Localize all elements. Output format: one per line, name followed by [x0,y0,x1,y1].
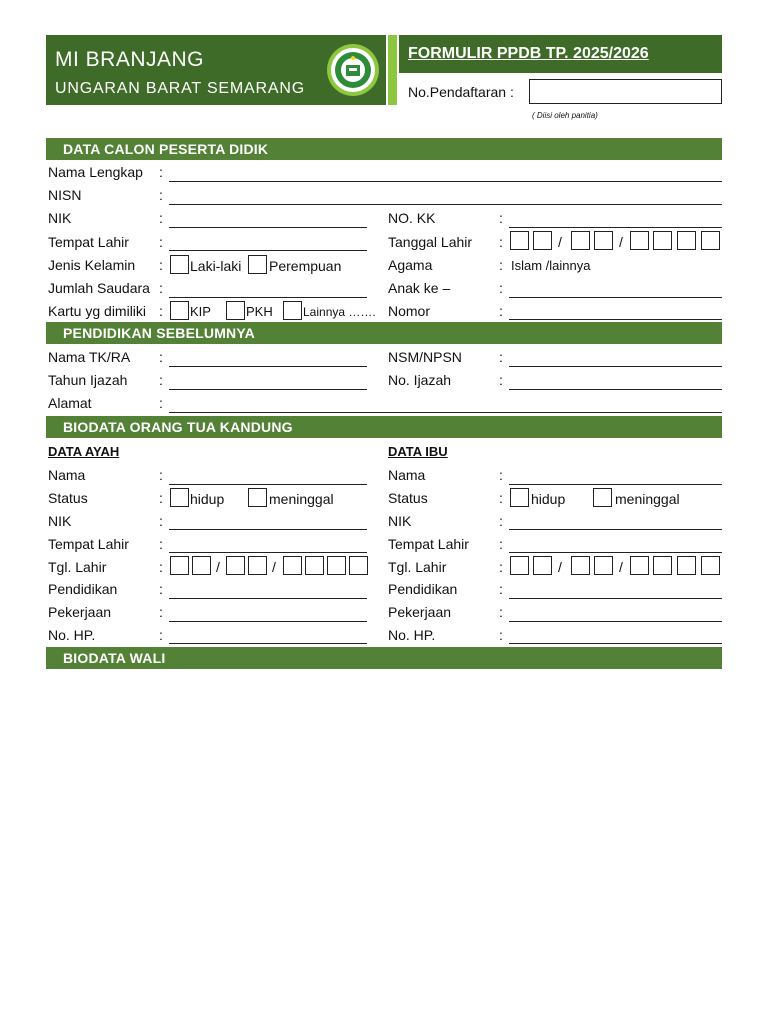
date-separator: / [619,234,623,250]
colon: : [499,490,503,506]
mother-birth-year-box[interactable] [630,556,649,575]
label-father-nik: NIK [48,513,72,529]
label-cert-no: No. Ijazah [388,372,452,388]
card-pkh-label: PKH [246,304,273,319]
colon: : [159,627,163,643]
card-other-checkbox[interactable] [283,301,302,320]
nik-field[interactable] [169,227,367,228]
colon: : [159,234,163,250]
label-religion: Agama [388,257,433,273]
school-logo [325,42,381,98]
nisn-field[interactable] [169,204,722,205]
father-birth-day-box[interactable] [192,556,211,575]
label-no-kk: NO. KK [388,210,436,226]
prev-address-field[interactable] [169,412,722,413]
label-father-job: Pekerjaan [48,604,112,620]
section-prev-school: PENDIDIKAN SEBELUMNYA [46,322,722,344]
father-job-field[interactable] [169,621,367,622]
mother-birth-year-box[interactable] [653,556,672,575]
label-birth-place: Tempat Lahir [48,234,129,250]
colon: : [499,234,503,250]
colon: : [499,604,503,620]
colon: : [159,604,163,620]
father-nik-field[interactable] [169,529,367,530]
gender-male-label: Laki-laki [190,258,242,274]
label-child-order: Anak ke – [388,280,451,296]
mother-alive-checkbox[interactable] [510,488,529,507]
religion-value: Islam /lainnya [511,258,591,273]
colon: : [499,559,503,575]
father-birth-year-box[interactable] [305,556,324,575]
father-title: DATA AYAH [48,444,120,459]
father-birth-year-box[interactable] [283,556,302,575]
section-parents: BIODATA ORANG TUA KANDUNG [46,416,722,438]
father-birth-year-box[interactable] [349,556,368,575]
colon: : [159,536,163,552]
date-separator: / [272,559,276,575]
label-mother-phone: No. HP. [388,627,436,643]
mother-alive-label: hidup [531,491,566,507]
gender-male-checkbox[interactable] [170,255,189,274]
birth-month-box[interactable] [571,231,590,250]
no-kk-field[interactable] [509,227,722,228]
colon: : [159,559,163,575]
colon: : [159,210,163,226]
colon: : [159,581,163,597]
father-birth-day-box[interactable] [170,556,189,575]
cert-no-field[interactable] [509,389,722,390]
gender-female-checkbox[interactable] [248,255,267,274]
colon: : [159,395,163,411]
colon: : [159,280,163,296]
school-name: MI BRANJANG [55,48,205,71]
kindergarten-field[interactable] [169,366,367,367]
colon: : [159,372,163,388]
colon: : [499,349,503,365]
label-nik: NIK [48,210,72,226]
label-mother-birth-place: Tempat Lahir [388,536,469,552]
father-birth-year-box[interactable] [327,556,346,575]
card-other-label: Lainnya ……. [303,305,376,319]
mother-birth-year-box[interactable] [677,556,696,575]
mother-job-field[interactable] [509,621,722,622]
birth-year-box[interactable] [653,231,672,250]
colon: : [159,467,163,483]
full-name-field[interactable] [169,181,722,182]
label-father-status: Status [48,490,88,506]
mother-deceased-checkbox[interactable] [593,488,612,507]
mother-name-field[interactable] [509,484,722,485]
birth-month-box[interactable] [594,231,613,250]
father-alive-checkbox[interactable] [170,488,189,507]
label-father-education: Pendidikan [48,581,118,597]
label-mother-education: Pendidikan [388,581,458,597]
mother-birth-month-box[interactable] [594,556,613,575]
label-father-birth-place: Tempat Lahir [48,536,129,552]
card-kip-label: KIP [190,304,211,319]
child-order-field[interactable] [509,297,722,298]
label-father-name: Nama [48,467,86,483]
label-mother-birth-date: Tgl. Lahir [388,559,447,575]
registration-note: ( Diisi oleh panitia) [532,111,598,120]
father-birth-place-field[interactable] [169,552,367,553]
mother-nik-field[interactable] [509,529,722,530]
label-birth-date: Tanggal Lahir [388,234,473,250]
colon: : [159,349,163,365]
mother-title: DATA IBU [388,444,448,459]
colon: : [499,536,503,552]
colon: : [159,490,163,506]
father-alive-label: hidup [190,491,225,507]
birth-year-box[interactable] [630,231,649,250]
colon: : [499,467,503,483]
date-separator: / [558,559,562,575]
birth-place-field[interactable] [169,250,367,251]
label-full-name: Nama Lengkap [48,164,143,180]
label-mother-nik: NIK [388,513,412,529]
father-education-field[interactable] [169,598,367,599]
date-separator: / [216,559,220,575]
siblings-field[interactable] [169,297,367,298]
nsm-field[interactable] [509,366,722,367]
header-accent-bar [388,35,397,105]
colon: : [499,581,503,597]
card-number-field[interactable] [509,319,722,320]
colon: : [499,210,503,226]
label-mother-job: Pekerjaan [388,604,452,620]
mother-deceased-label: meninggal [615,491,680,507]
card-pkh-checkbox[interactable] [226,301,245,320]
date-separator: / [619,559,623,575]
mother-birth-place-field[interactable] [509,552,722,553]
gender-female-label: Perempuan [269,258,342,274]
label-cert-year: Tahun Ijazah [48,372,128,388]
card-kip-checkbox[interactable] [170,301,189,320]
label-mother-name: Nama [388,467,426,483]
label-gender: Jenis Kelamin [48,257,136,273]
label-card-number: Nomor [388,303,431,319]
colon: : [499,303,503,319]
father-birth-month-box[interactable] [248,556,267,575]
colon: : [159,513,163,529]
colon: : [499,280,503,296]
registration-number-field[interactable] [529,79,722,104]
label-cards: Kartu yg dimiliki [48,303,147,319]
father-deceased-label: meninggal [269,491,334,507]
mother-birth-year-box[interactable] [701,556,720,575]
label-prev-address: Alamat [48,395,92,411]
label-kindergarten: Nama TK/RA [48,349,131,365]
colon: : [499,513,503,529]
colon: : [159,187,163,203]
date-separator: / [558,234,562,250]
mother-birth-month-box[interactable] [571,556,590,575]
mother-phone-field[interactable] [509,643,722,644]
colon: : [159,257,163,273]
father-birth-month-box[interactable] [226,556,245,575]
birth-day-box[interactable] [533,231,552,250]
colon: : [499,257,503,273]
mother-birth-day-box[interactable] [533,556,552,575]
father-phone-field[interactable] [169,643,367,644]
mother-birth-day-box[interactable] [510,556,529,575]
section-student: DATA CALON PESERTA DIDIK [46,138,722,160]
father-name-field[interactable] [169,484,367,485]
birth-year-box[interactable] [701,231,720,250]
father-deceased-checkbox[interactable] [248,488,267,507]
birth-year-box[interactable] [677,231,696,250]
label-nisn: NISN [48,187,82,203]
colon: : [499,372,503,388]
label-father-birth-date: Tgl. Lahir [48,559,107,575]
label-siblings: Jumlah Saudara [48,280,150,296]
label-father-phone: No. HP. [48,627,96,643]
colon: : [159,303,163,319]
label-mother-status: Status [388,490,428,506]
birth-day-box[interactable] [510,231,529,250]
registration-label: No.Pendaftaran : [408,84,514,100]
section-guardian: BIODATA WALI [46,647,722,669]
colon: : [159,164,163,180]
colon: : [499,627,503,643]
form-title: FORMULIR PPDB TP. 2025/2026 [408,45,649,62]
mother-education-field[interactable] [509,598,722,599]
school-location: UNGARAN BARAT SEMARANG [55,80,305,97]
label-nsm: NSM/NPSN [388,349,462,365]
cert-year-field[interactable] [169,389,367,390]
